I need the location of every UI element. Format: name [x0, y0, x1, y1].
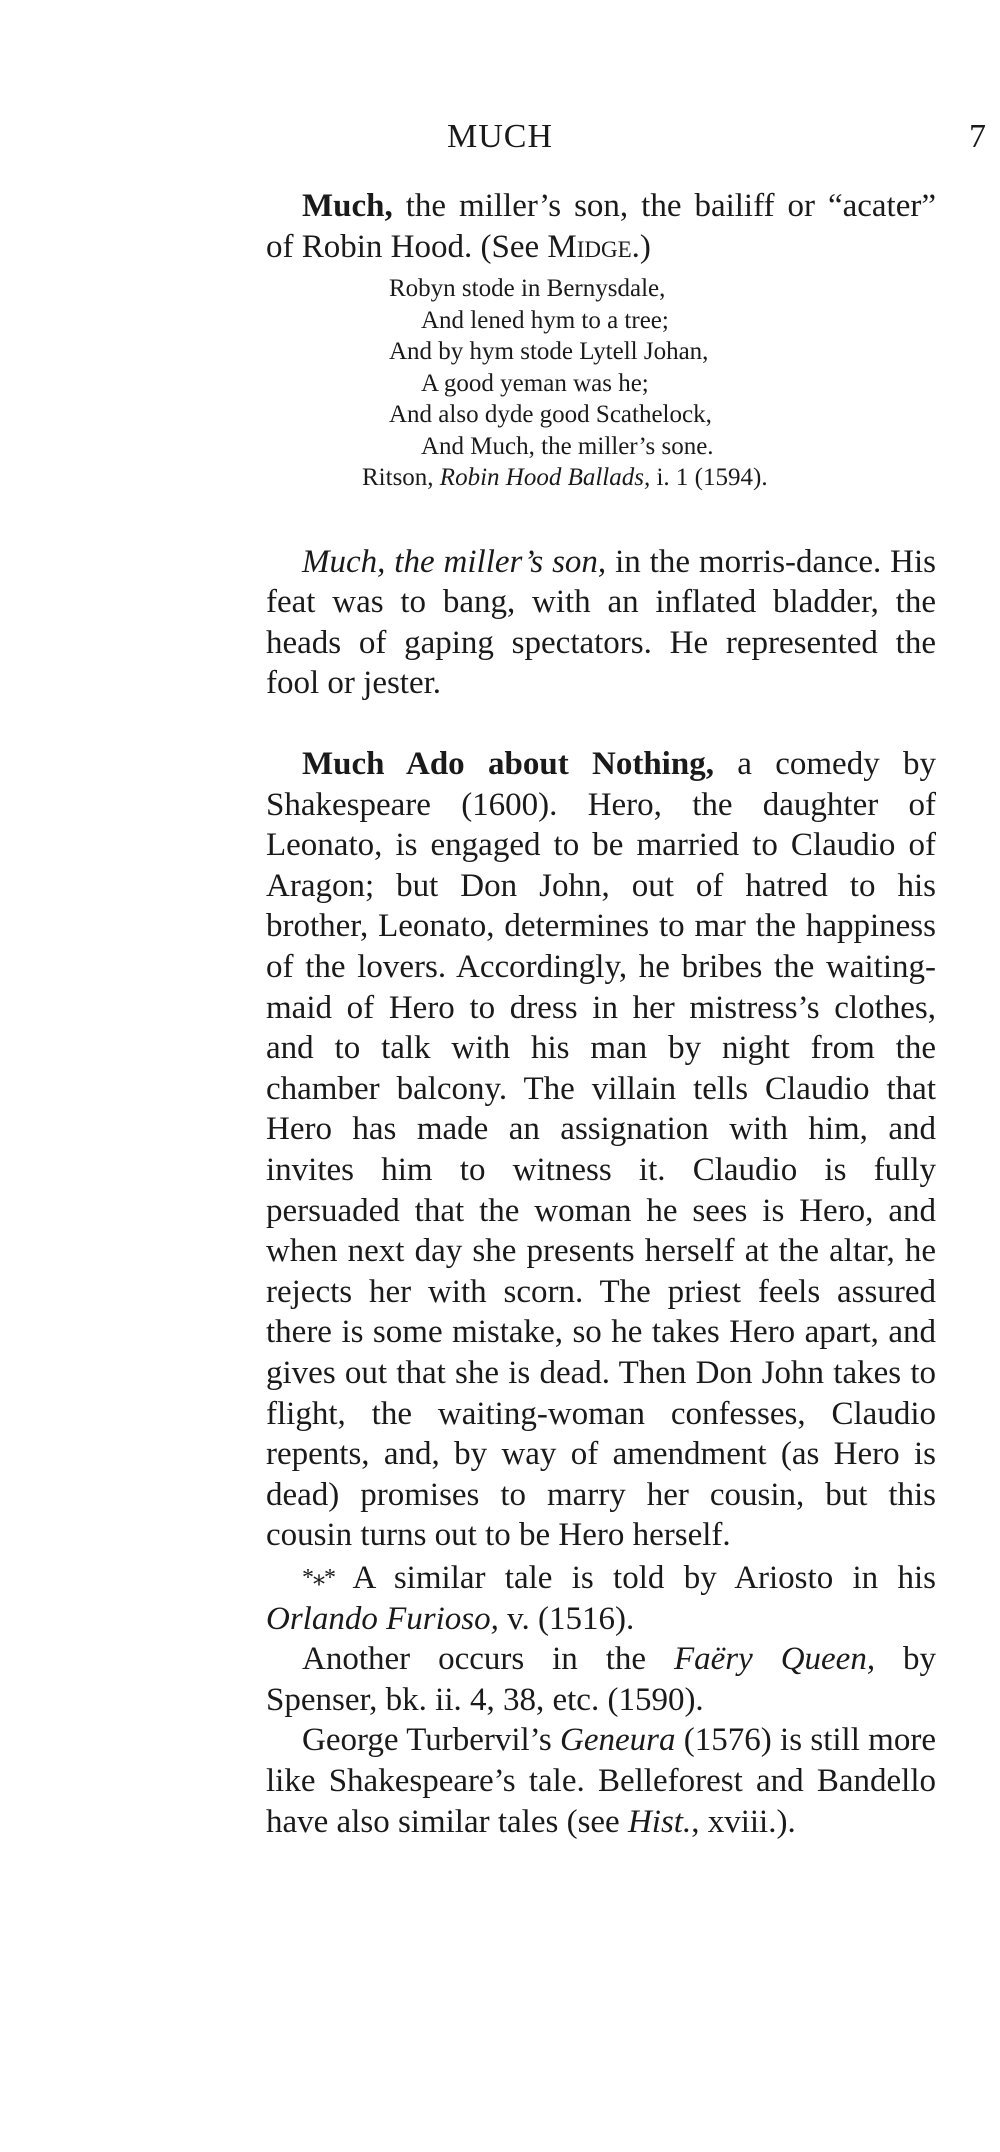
note-ariosto: [266, 1558, 936, 1639]
running-head: MUCH: [446, 118, 554, 155]
verse-line: And also dyde good Scathelock,: [389, 401, 712, 429]
verse-source: [266, 462, 936, 494]
entry-much: [266, 186, 936, 267]
note-spenser: [266, 1639, 936, 1720]
source-title: Robin Hood Ballads,: [439, 464, 651, 492]
note-ariosto-title: Orlando Furioso,: [266, 1600, 499, 1637]
note-ariosto-rest: v. (1516).: [498, 1600, 635, 1637]
note-turbervil-ref: Hist.: [627, 1803, 692, 1840]
page-header: [0, 118, 1000, 168]
entry-much-text-2: .): [631, 228, 651, 265]
entry-much-morris: [266, 542, 936, 704]
note-turbervil: [266, 1720, 936, 1842]
entry-much-ado: [266, 744, 936, 1556]
spacer: [266, 704, 936, 744]
page-body: [266, 186, 936, 1842]
verse-quotation: [266, 273, 936, 494]
note-turbervil-text: George Turbervil’s: [302, 1722, 560, 1759]
note-spenser-text: Another occurs in the: [302, 1641, 674, 1678]
source-rest: i. 1 (1594).: [650, 464, 768, 492]
verse-line: A good yeman was he;: [421, 369, 649, 397]
headword-much-ado: Much Ado about Nothing,: [302, 746, 714, 783]
see-ref-midge: Midge: [547, 228, 632, 265]
entry-much-morris-text: in the morris-dance. His feat was to bang, with an inflated bladder, the heads of gaping spectators. He represented the fool or jester.: [266, 543, 936, 702]
spacer: [266, 502, 936, 542]
verse-line: And Much, the miller’s sone.: [421, 432, 714, 460]
page-number: 7: [969, 118, 986, 155]
note-turbervil-mid: (1576) is still more like Shakespeare’s tale. Belleforest and Bandello have also similar tales (see: [266, 1722, 936, 1840]
asterism-marker: *⁎*: [302, 1564, 335, 1591]
entry-much-text-1: the miller’s son, the bailiff or “acater” of Robin Hood. (See: [266, 188, 936, 265]
verse-line: Robyn stode in Bernysdale,: [389, 275, 666, 303]
note-spenser-title: Faëry Queen,: [673, 1641, 876, 1678]
verse-line: And by hym stode Lytell Johan,: [389, 338, 709, 366]
note-ariosto-text: A similar tale is told by Ariosto in his: [335, 1559, 936, 1596]
verse-line: And lened hym to a tree;: [421, 306, 669, 334]
note-turbervil-rest: , xviii.).: [691, 1803, 796, 1840]
entry-much-ado-text: a comedy by Shakespeare (1600). Hero, the daughter of Leonato, is engaged to be married to Claudio of Aragon; but Don John, out of hatred to his brother, Leonato, determines to mar the happiness of the lovers. Accordingly, he bribes the waiting-maid of Hero to dress in her mistress’s clothes, and to talk with his man by night from the chamber balcony. The villain tells Claudio that Hero has made an assignation with him, and invites him to witness it. Claudio is fully persuaded that the woman he sees is Hero, and when next day she presents herself at the altar, he rejects her with scorn. The priest feels assured there is some mistake, so he takes Hero apart, and gives out that she is dead. Then Don John takes to flight, the waiting-woman confesses, Claudio repents, and, by way of amendment (as Hero is dead) promises to marry her cousin, but this cousin turns out to be Hero herself.: [266, 746, 936, 1554]
note-turbervil-title: Geneura: [560, 1722, 676, 1759]
source-author: Ritson,: [362, 464, 440, 492]
headword-much-morris: Much, the miller’s son,: [302, 543, 607, 580]
note-spenser-rest: by Spenser, bk. ii. 4, 38, etc. (1590).: [266, 1641, 937, 1718]
headword-much: Much,: [302, 188, 393, 224]
